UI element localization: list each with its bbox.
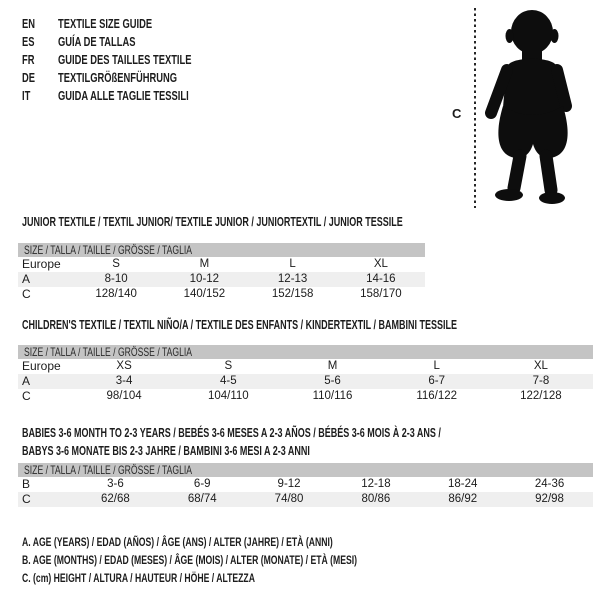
junior-size-table bbox=[18, 243, 425, 302]
table-cell: XL bbox=[533, 360, 548, 372]
children-size-table bbox=[18, 345, 593, 404]
size-header-text: SIZE / TALLA / TAILLE / GRÖSSE / TAGLIA bbox=[24, 345, 193, 359]
junior-title-text: JUNIOR TEXTILE / TEXTIL JUNIOR/ TEXTILE JUNIOR / JUNIORTEXTIL / JUNIOR TESSILE bbox=[22, 215, 403, 229]
height-dotted-line bbox=[474, 8, 476, 208]
table-cell: S bbox=[224, 360, 233, 372]
row-label: Europe bbox=[22, 359, 61, 373]
table-cell: M bbox=[199, 258, 210, 270]
size-header-bar bbox=[18, 243, 425, 257]
language-code: DE bbox=[22, 70, 36, 86]
table-row bbox=[18, 287, 425, 302]
table-cell: 5-6 bbox=[324, 375, 341, 387]
table-cell: M bbox=[327, 360, 338, 372]
toddler-leg-left bbox=[514, 156, 520, 188]
table-cell: 12-18 bbox=[361, 478, 391, 490]
table-row bbox=[18, 477, 593, 492]
language-code: IT bbox=[22, 88, 31, 104]
table-cell: 3-6 bbox=[107, 478, 124, 490]
table-row bbox=[18, 272, 425, 287]
size-header-text: SIZE / TALLA / TAILLE / GRÖSSE / TAGLIA bbox=[24, 463, 193, 477]
language-row bbox=[22, 50, 243, 68]
toddler-foot-right bbox=[539, 192, 565, 204]
table-cell: 14-16 bbox=[366, 273, 396, 285]
footnote-text: B. AGE (MONTHS) / EDAD (MESES) / ÂGE (MOIS) / ALTER (MONATE) / ETÀ (MESI) bbox=[22, 553, 358, 567]
language-list bbox=[22, 14, 243, 105]
table-cell: 98/104 bbox=[106, 390, 142, 402]
height-measure-label: C bbox=[452, 106, 462, 121]
footnote-age-months bbox=[22, 551, 487, 569]
language-label: GUIDA ALLE TAGLIE TESSILI bbox=[58, 88, 189, 104]
table-row bbox=[18, 374, 593, 389]
table-cell: 62/68 bbox=[101, 493, 130, 505]
toddler-ear-left bbox=[506, 29, 514, 43]
size-header-bar bbox=[18, 463, 593, 477]
language-row bbox=[22, 87, 243, 105]
row-label: A bbox=[22, 272, 31, 286]
table-cell: 92/98 bbox=[535, 493, 564, 505]
table-cell: 128/140 bbox=[95, 288, 137, 300]
babies-title-line1: BABIES 3-6 MONTH TO 2-3 YEARS / BEBÉS 3-6 MESES A 2-3 AÑOS / BÉBÉS 3-6 MOIS À 2-3 ANS / bbox=[22, 426, 441, 440]
language-row bbox=[22, 32, 243, 50]
table-cell: 86/92 bbox=[448, 493, 478, 505]
table-cell: 7-8 bbox=[532, 375, 550, 387]
footnote-text: A. AGE (YEARS) / EDAD (AÑOS) / ÂGE (ANS) / ALTER (JAHRE) / ETÀ (ANNI) bbox=[22, 535, 333, 549]
table-row bbox=[18, 389, 593, 404]
babies-section-title bbox=[22, 424, 600, 460]
table-cell: 116/122 bbox=[416, 390, 458, 402]
toddler-silhouette-image bbox=[482, 8, 598, 208]
toddler-leg-right bbox=[546, 156, 551, 190]
table-cell: 10-12 bbox=[189, 273, 220, 285]
babies-size-table bbox=[18, 463, 593, 507]
size-header-bar bbox=[18, 345, 593, 359]
table-cell: 152/158 bbox=[271, 288, 314, 300]
table-cell: 110/116 bbox=[312, 390, 353, 402]
table-cell: 3-4 bbox=[115, 375, 133, 387]
language-row bbox=[22, 69, 243, 87]
table-row bbox=[18, 257, 425, 272]
language-label: GUIDE DES TAILLES TEXTILE bbox=[58, 51, 192, 67]
footnote-height bbox=[22, 569, 487, 587]
children-title-text: CHILDREN'S TEXTILE / TEXTIL NIÑO/A / TEXTILE DES ENFANTS / KINDERTEXTIL / BAMBINI TESSILE bbox=[22, 318, 458, 332]
language-code: FR bbox=[22, 51, 35, 67]
table-row bbox=[18, 359, 593, 374]
row-label: C bbox=[22, 492, 31, 506]
table-cell: 6-7 bbox=[428, 375, 446, 387]
table-row bbox=[18, 492, 593, 507]
table-cell: 158/170 bbox=[360, 288, 402, 300]
table-cell: 80/86 bbox=[361, 493, 391, 505]
table-cell: 6-9 bbox=[193, 478, 211, 490]
row-label: B bbox=[22, 477, 31, 491]
footnote-age-years bbox=[22, 533, 487, 551]
table-cell: 8-10 bbox=[104, 273, 128, 285]
table-cell: 24-36 bbox=[534, 478, 565, 490]
table-cell: 74/80 bbox=[274, 493, 304, 505]
language-label: TEXTILGRÖßENFÜHRUNG bbox=[58, 70, 178, 86]
table-cell: S bbox=[112, 258, 120, 270]
children-section-title bbox=[22, 316, 600, 334]
language-row bbox=[22, 14, 243, 32]
table-cell: 4-5 bbox=[219, 375, 237, 387]
table-cell: L bbox=[289, 258, 296, 270]
table-cell: XS bbox=[116, 360, 132, 372]
table-cell: XL bbox=[373, 258, 388, 270]
size-header-text: SIZE / TALLA / TAILLE / GRÖSSE / TAGLIA bbox=[24, 243, 193, 257]
junior-section-title bbox=[22, 213, 551, 231]
table-cell: L bbox=[433, 360, 440, 372]
table-cell: 140/152 bbox=[183, 288, 226, 300]
babies-title-line2: BABYS 3-6 MONATE BIS 2-3 JAHRE / BAMBINI 3-6 MESI A 2-3 ANNI bbox=[22, 444, 310, 458]
table-cell: 9-12 bbox=[277, 478, 301, 490]
table-cell: 104/110 bbox=[207, 390, 249, 402]
row-label: A bbox=[22, 374, 31, 388]
toddler-ear-right bbox=[551, 29, 559, 43]
table-cell: 122/128 bbox=[520, 390, 562, 402]
row-label: C bbox=[22, 287, 31, 301]
language-label: TEXTILE SIZE GUIDE bbox=[58, 15, 153, 31]
toddler-head bbox=[511, 10, 553, 54]
toddler-foot-left bbox=[495, 189, 523, 201]
footnotes bbox=[22, 533, 487, 587]
language-code: ES bbox=[22, 33, 35, 49]
row-label: C bbox=[22, 389, 31, 403]
table-cell: 12-13 bbox=[277, 273, 308, 285]
table-cell: 68/74 bbox=[187, 493, 217, 505]
footnote-text: C. (cm) HEIGHT / ALTURA / HAUTEUR / HÖHE / ALTEZZA bbox=[22, 571, 255, 585]
table-cell: 18-24 bbox=[448, 478, 478, 490]
language-code: EN bbox=[22, 15, 36, 31]
language-label: GUÍA DE TALLAS bbox=[58, 33, 136, 49]
row-label: Europe bbox=[22, 257, 61, 271]
